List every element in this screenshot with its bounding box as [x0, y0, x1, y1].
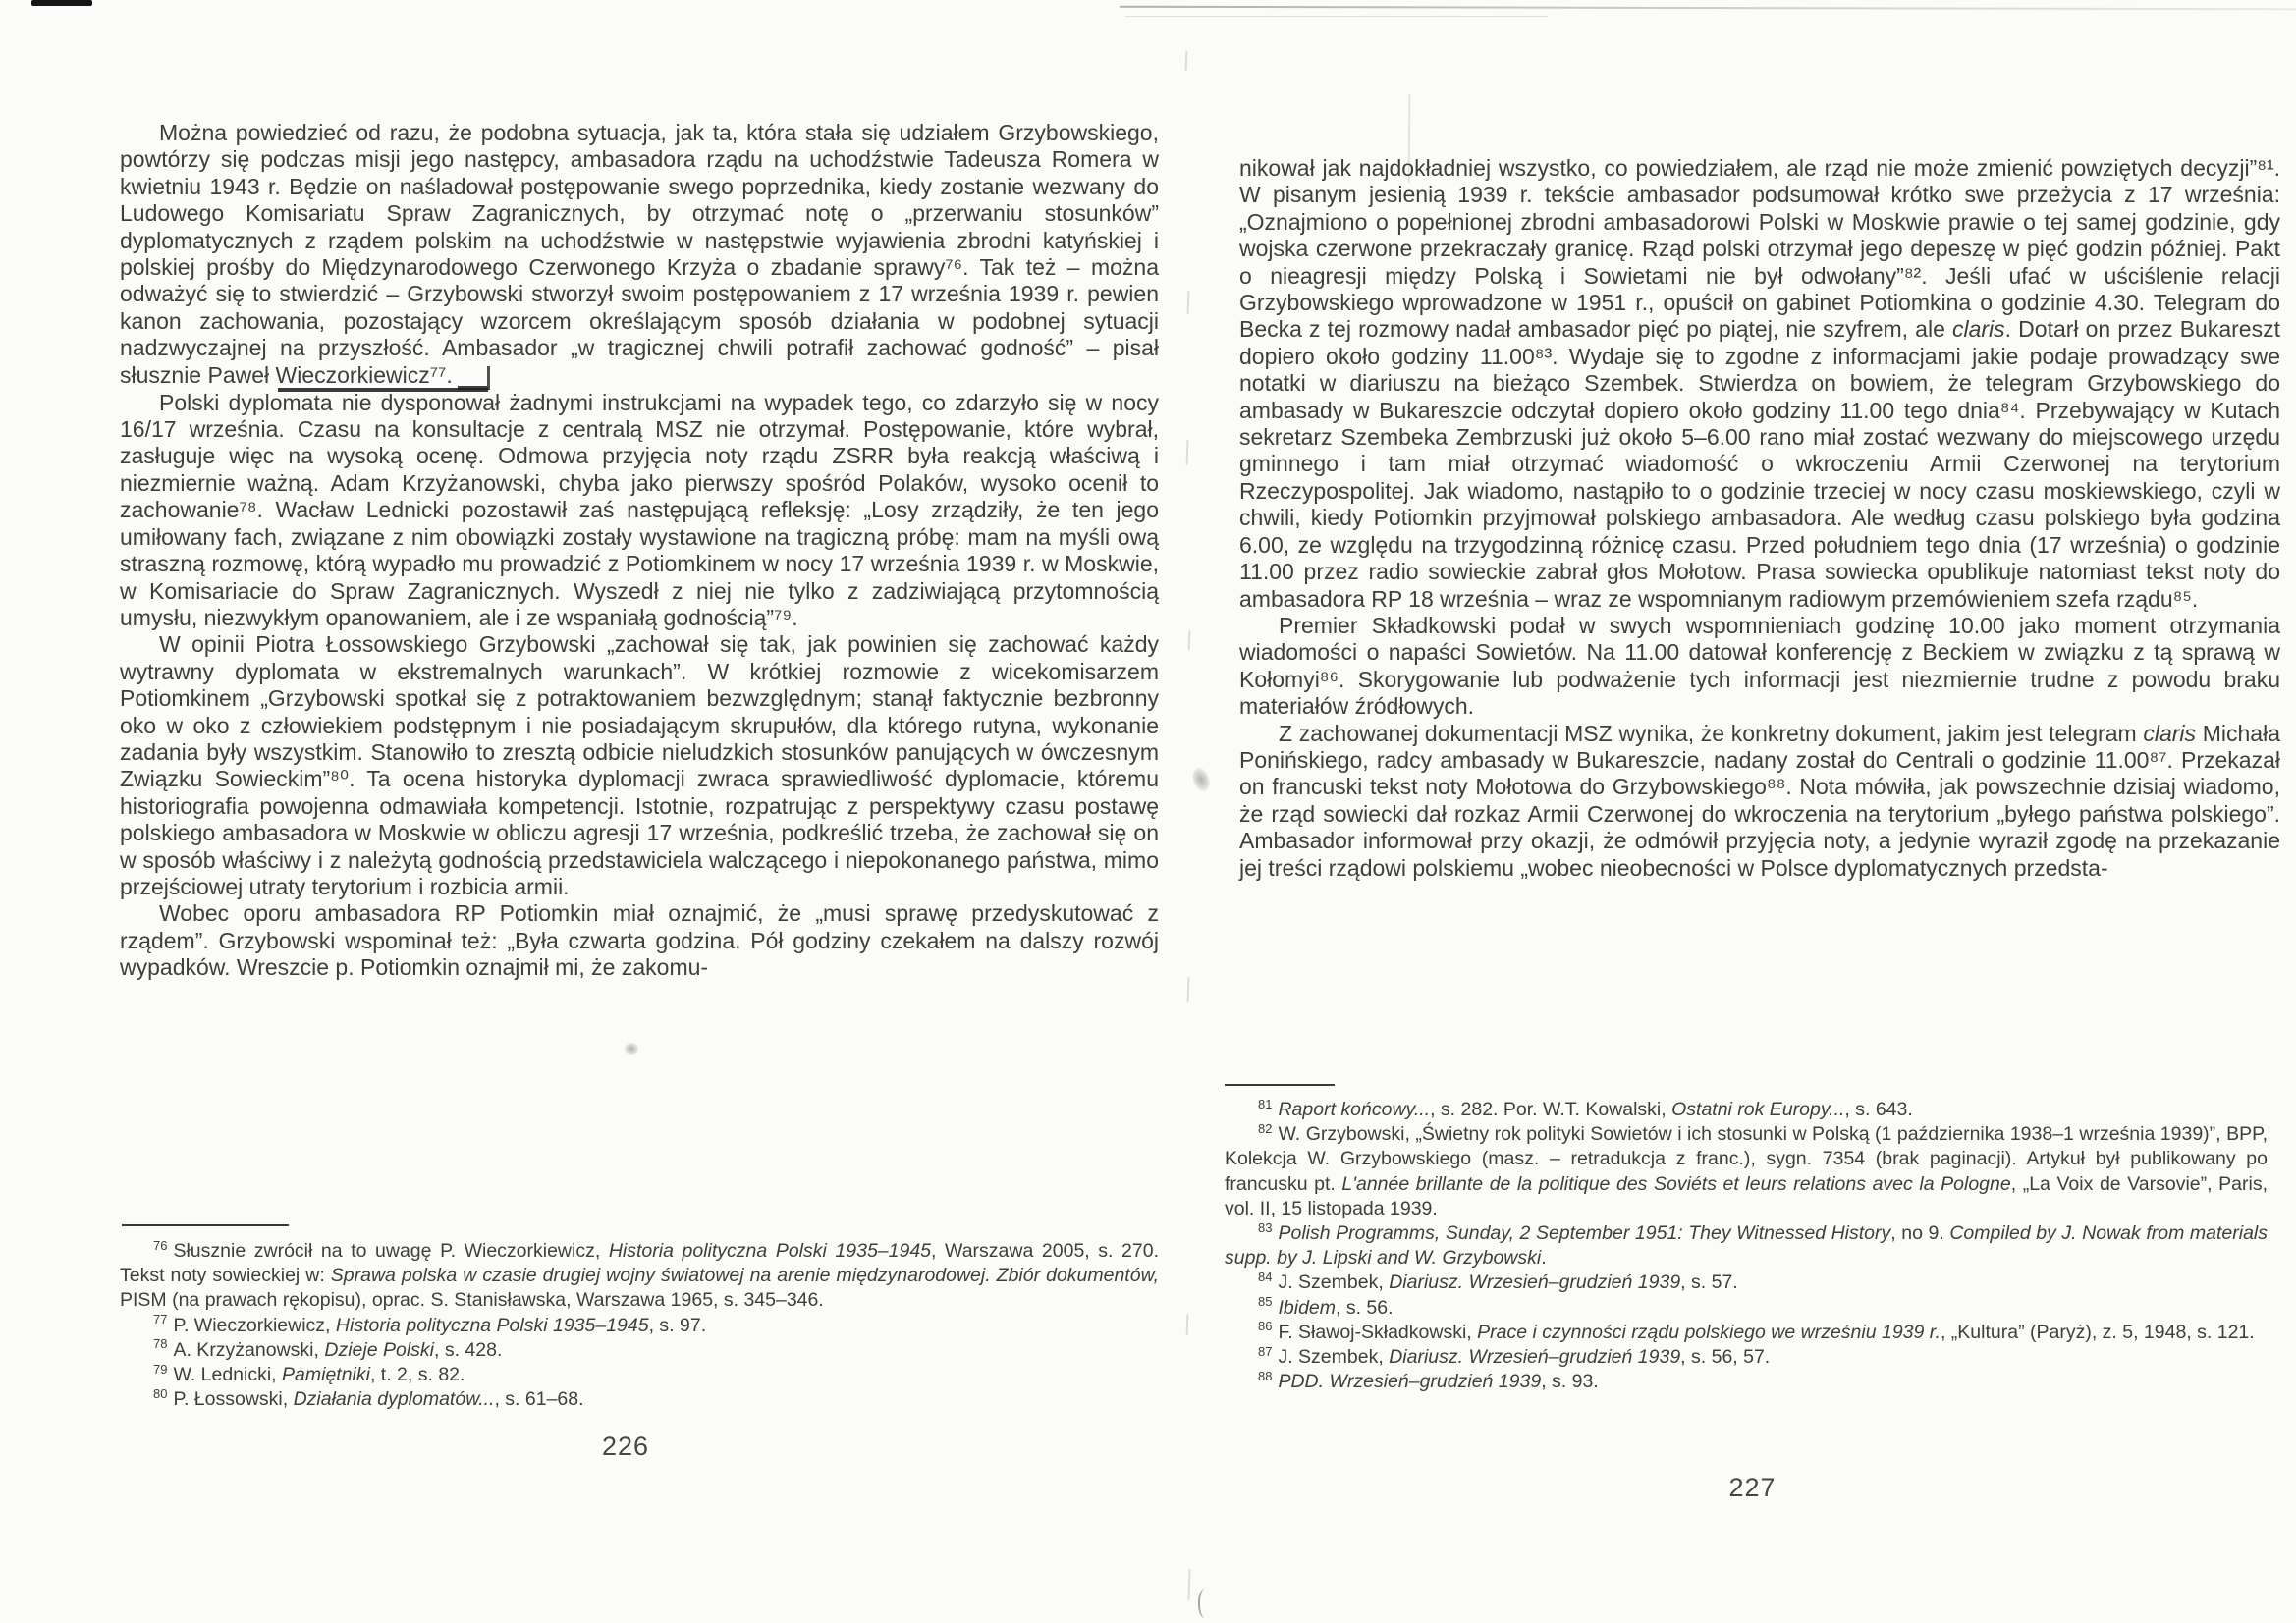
- footnote-number: 76: [153, 1237, 168, 1253]
- footnote: $^{76}$ Słusznie zwrócił na to uwagę P. Wieczorkiewicz, Historia polityczna Polski 1935–1945, Warszawa 2005, s. 270. Tekst noty sowieckiej w: Sprawa polska w czasie drugiej wojny światowej na arenie międzynarodowej. Zbiór dokumentów, PISM (na prawach rękopisu), oprac. S. Stanisławska, Warszawa 1965, s. 345–346.: [120, 1237, 1159, 1312]
- paragraph: W opinii Piotra Łossowskiego Grzybowski „zachował się tak, jak powinien się zachować każdy wytrawny dyplomata w ekstremalnych warunkach”. W krótkiej rozmowie z wicekomisarzem Potiomkinem „Grzybowski spotkał się z potraktowaniem bezwzględnym; stanął faktycznie bezbronny oko w oko z człowiekiem podstępnym i nie posiadającym skrupułów, dla którego rutyna, wykonanie zadania były wszystkim. Stanowiło to zresztą odbicie nieludzkich stosunków panujących w ówczesnym Związku Sowieckim”⁸⁰. Ta ocena historyka dyplomacji zwraca sprawiedliwość dyplomacie, któremu historiografia powojenna odmawiała kompetencji. Istotnie, rozpatrując z perspektywy czasu postawę polskiego ambasadora w Moskwie w obliczu agresji 17 września, podkreślić trzeba, że zachował się on w sposób właściwy i z należytą godnością przedstawiciela walczącego i niepokonanego państwa, mimo przejściowej utraty terytorium i rozbicia armii.: [120, 631, 1159, 899]
- scan-crease: [1187, 1569, 1190, 1600]
- footnote-number: 85: [1258, 1294, 1273, 1310]
- footnote: $^{86}$ F. Sławoj-Składkowski, Prace i czynności rządu polskiego we wrześniu 1939 r., „Kultura” (Paryż), z. 5, 1948, s. 121.: [1258, 1319, 2255, 1343]
- scan-crease: [1186, 1314, 1189, 1335]
- scan-smudge: [624, 1041, 640, 1055]
- footnote-number: 77: [153, 1312, 168, 1327]
- scan-gutter-shadow: [1120, 6, 2296, 11]
- scan-crease: [1186, 440, 1189, 465]
- paragraph: Wobec oporu ambasadora RP Potiomkin miał oznajmić, że „musi sprawę przedyskutować z rządem”. Grzybowski wspominał też: „Była czwarta godzina. Pół godziny czekałem na dalszy rozwój wypadków. Wreszcie p. Potiomkin oznajmił mi, że zakomu-: [120, 900, 1159, 981]
- footnote: $^{87}$ J. Szembek, Diariusz. Wrzesień–grudzień 1939, s. 56, 57.: [1258, 1343, 1771, 1369]
- right-page-footnotes: [1225, 1098, 2268, 1394]
- scan-edge-mark: [31, 0, 92, 6]
- scan-gutter-shadow: [1125, 16, 1548, 17]
- footnote-number: 88: [1258, 1368, 1273, 1383]
- paragraph: Z zachowanej dokumentacji MSZ wynika, że konkretny dokument, jakim jest telegram claris Michała Ponińskiego, radcy ambasady w Bukareszcie, nadany został do Centrali o godzinie 11.00⁸⁷. Przekazał on francuski tekst noty Mołotowa do Grzybowskiego⁸⁸. Nota mówiła, jak powszechnie dzisiaj wiadomo, że rząd sowiecki dał rozkaz Armii Czerwonej do wkroczenia na terytorium „byłego państwa polskiego”. Ambasador informował przy okazji, że odmówił przyjęcia noty, a jedynie wyraził zgodę na przekazanie jej treści rządowi polskiemu „wobec nieobecności w Polsce dyplomatycznych przedsta-: [1239, 720, 2280, 881]
- page-number-left: 226: [601, 1432, 650, 1461]
- scan-crease: [1188, 630, 1191, 650]
- pen-underline-annotation: Wieczorkiewicz⁷⁷.: [276, 362, 490, 388]
- footnote-number: 84: [1258, 1269, 1273, 1284]
- scan-crease: [1185, 51, 1188, 71]
- pen-paren-mark: [1198, 1589, 1212, 1618]
- left-footnote-rule: [122, 1224, 289, 1226]
- left-page-footnotes: [120, 1239, 1159, 1412]
- right-page-text: [1239, 155, 2280, 882]
- footnote-number: 82: [1258, 1120, 1273, 1136]
- scan-smudge: [1189, 766, 1214, 794]
- paragraph: Premier Składkowski podał w swych wspomnieniach godzinę 10.00 jako moment otrzymania wiadomości o napaści Sowietów. Na 11.00 datował konferencję z Beckiem w związku z tą sprawą w Kołomyi⁸⁶. Skorygowanie lub podważenie tych informacji jest niezmiernie trudne z powodu braku materiałów źródłowych.: [1239, 612, 2280, 720]
- right-footnote-rule: [1225, 1084, 1335, 1086]
- left-page-text: [120, 120, 1159, 982]
- footnote: $^{78}$ A. Krzyżanowski, Dzieje Polski, s. 428.: [153, 1336, 503, 1361]
- footnote: $^{81}$ Raport końcowy..., s. 282. Por. W.T. Kowalski, Ostatni rok Europy..., s. 643.: [1258, 1096, 1913, 1120]
- paragraph: Polski dyplomata nie dysponował żadnymi instrukcjami na wypadek tego, co zdarzyło się w nocy 16/17 września. Czasu na konsultacje z centralą MSZ nie otrzymał. Postępowanie, które wybrał, zasługuje więc na wysoką ocenę. Odmowa przyjęcia noty rządu ZSRR była reakcją właściwą i niezmiernie ważną. Adam Krzyżanowski, chyba jako pierwszy spośród Polaków, wysoko ocenił to zachowanie⁷⁸. Wacław Lednicki pozostawił zaś następującą refleksję: „Losy zrządziły, że ten jego umiłowany fach, związane z nim obowiązki zostały wystawione na tragiczną próbę: mam na myśli ową straszną rozmowę, którą wypadło mu prowadzić z Potiomkinem w nocy 17 września 1939 r. w Moskwie, w Komisariacie do Spraw Zagranicznych. Wyszedł z niej nie tylko z zadziwiającą przytomnością umysłu, niezwykłym opanowaniem, ale i ze wspaniałą godnością”⁷⁹.: [120, 389, 1159, 630]
- scan-crease: [1187, 977, 1190, 1002]
- footnote-number: 83: [1258, 1219, 1273, 1235]
- scan-crease: [1187, 291, 1190, 314]
- footnote: $^{84}$ J. Szembek, Diariusz. Wrzesień–grudzień 1939, s. 57.: [1258, 1269, 1738, 1294]
- footnote-number: 86: [1258, 1319, 1273, 1334]
- footnote: $^{85}$ Ibidem, s. 56.: [1258, 1294, 1394, 1319]
- footnote: $^{82}$ W. Grzybowski, „Świetny rok polityki Sowietów i ich stosunki w Polską (1 października 1938–1 września 1939)”, BPP, Kolekcja W. Grzybowskiego (masz. – retradukcja z franc.), sygn. 7354 (brak paginacji). Artykuł był publikowany po francusku pt. L'année brillante de la politique des Soviéts et leurs relations avec la Pologne, „La Voix de Varsovie”, Paris, vol. II, 15 listopada 1939.: [1225, 1120, 2269, 1219]
- footnote: $^{77}$ P. Wieczorkiewicz, Historia polityczna Polski 1935–1945, s. 97.: [153, 1312, 707, 1336]
- page-number-right: 227: [1728, 1473, 1777, 1502]
- paragraph: nikował jak najdokładniej wszystko, co powiedziałem, ale rząd nie może zmienić powziętych decyzji”⁸¹. W pisanym jesienią 1939 r. tekście ambasador podsumował krótko swe przeżycia z 17 września: „Oznajmiono o popełnionej zbrodni ambasadorowi Polski w Moskwie prawie o tej samej godzinie, gdy wojska czerwone przekraczały granicę. Rząd polski otrzymał jego depeszę w pięć godzin później. Pakt o nieagresji między Polską i Sowietami nie był odwołany”⁸². Jeśli ufać w uściślenie relacji Grzybowskiego wprowadzone w 1951 r., opuścił on gabinet Potiomkina o godzinie 4.30. Telegram do Becka z tej rozmowy nadał ambasador pięć po piątej, nie szyfrem, ale claris. Dotarł on przez Bukareszt dopiero około godziny 11.00⁸³. Wydaje się to zgodne z informacjami jakie podaje prowadzący swe notatki w diariuszu na bieżąco Szembek. Stwierdza on bowiem, że telegram Grzybowskiego do ambasady w Bukareszcie odczytał dopiero około godziny 11.00 tego dnia⁸⁴. Przebywający w Kutach sekretarz Szembeka Zembrzuski już około 5–6.00 rano miał zostać wezwany do miejscowego urzędu gminnego i tam miał otrzymać wiadomość o wkroczeniu Armii Czerwonej na terytorium Rzeczypospolitej. Jak wiadomo, nastąpiło to o godzinie trzeciej w nocy czasu moskiewskiego, czyli w chwili, kiedy Potiomkin przyjmował polskiego ambasadora. Ale według czasu polskiego była godzina 6.00, ze względu na trzygodzinną różnicę czasu. Przed południem tego dnia (17 września) o godzinie 11.00 przez radio sowieckie zabrał głos Mołotow. Prasa sowiecka opublikuje natomiast tekst noty do ambasadora RP 18 września – wraz ze wspomnianym radiowym przemówieniem szefa rządu⁸⁵.: [1239, 155, 2280, 612]
- footnote-number: 80: [153, 1385, 168, 1401]
- footnote-number: 81: [1258, 1096, 1273, 1111]
- footnote-number: 87: [1258, 1343, 1273, 1359]
- footnote-number: 78: [153, 1336, 168, 1352]
- footnote: $^{80}$ P. Łossowski, Działania dyplomatów..., s. 61–68.: [153, 1385, 584, 1411]
- footnote: $^{83}$ Polish Programms, Sunday, 2 September 1951: They Witnessed History, no 9. Compiled by J. Nowak from materials supp. by J. Lipski and W. Grzybowski.: [1225, 1219, 2268, 1270]
- paragraph: Można powiedzieć od razu, że podobna sytuacja, jak ta, która stała się udziałem Grzybowskiego, powtórzy się podczas misji jego następcy, ambasadora rządu na uchodźstwie Tadeusza Romera w kwietniu 1943 r. Będzie on naśladował postępowanie swego poprzednika, kiedy zostanie wezwany do Ludowego Komisariatu Spraw Zagranicznych, by otrzymać notę o „przerwaniu stosunków” dyplomatycznych z rządem polskim na uchodźstwie w następstwie wyjawienia zbrodni katyńskiej i polskiej prośby do Międzynarodowego Czerwonego Krzyża o zbadanie sprawy⁷⁶. Tak też – można odważyć się to stwierdzić – Grzybowski stworzył swoim postępowaniem z 17 września 1939 r. pewien kanon zachowania, pozostający wzorcem określającym sposób działania w podobnej sytuacji nadzwyczajnej na przyszłość. Ambasador „w tragicznej chwili potrafił zachować godność” – pisał słusznie Paweł Wieczorkiewicz⁷⁷.: [120, 120, 1159, 388]
- footnote: $^{79}$ W. Lednicki, Pamiętniki, t. 2, s. 82.: [153, 1361, 465, 1386]
- footnote-number: 79: [153, 1361, 168, 1377]
- footnote: $^{88}$ PDD. Wrzesień–grudzień 1939, s. 93.: [1258, 1368, 1599, 1393]
